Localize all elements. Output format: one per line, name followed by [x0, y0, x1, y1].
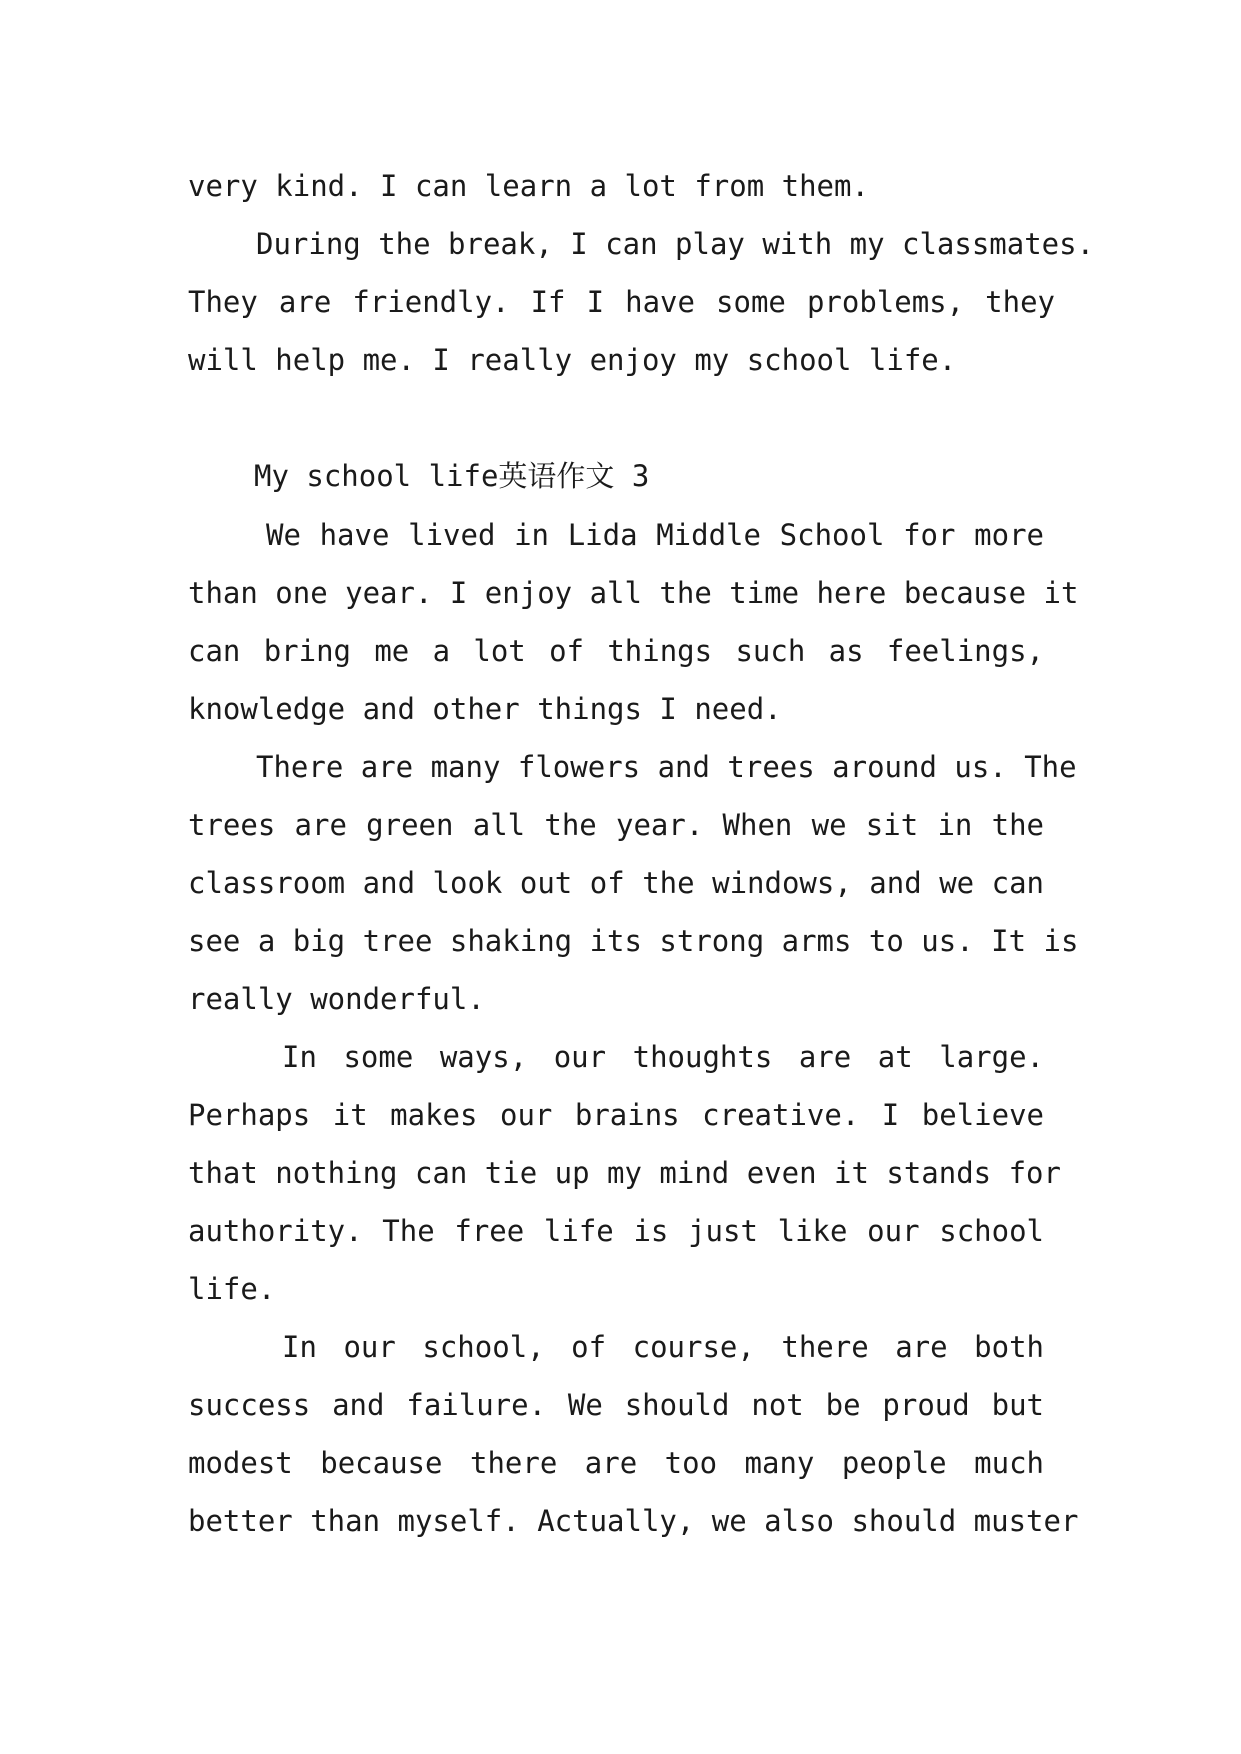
text-line: During the break, I can play with my classmates. — [256, 227, 1095, 261]
text-line: that nothing can tie up my mind even it stands for — [188, 1156, 1061, 1190]
text-line: knowledge and other things I need. — [188, 692, 782, 726]
text-line: There are many flowers and trees around us. The — [256, 750, 1077, 784]
text-line: very kind. I can learn a lot from them. — [188, 169, 869, 203]
text-line: In our school, of course, there are both — [282, 1330, 1044, 1364]
text-line: authority. The free life is just like our school — [188, 1214, 1044, 1248]
text-line: Perhaps it makes our brains creative. I believe — [188, 1098, 1044, 1132]
text-line: modest because there are too many people much — [188, 1446, 1044, 1480]
text-line: really wonderful. — [188, 982, 485, 1016]
text-line: better than myself. Actually, we also should muster — [188, 1504, 1079, 1538]
text-line: We have lived in Lida Middle School for more — [266, 518, 1044, 552]
text-line: see a big tree shaking its strong arms to us. It is — [188, 924, 1079, 958]
text-line: trees are green all the year. When we sit in the — [188, 808, 1044, 842]
text-line: will help me. I really enjoy my school life. — [188, 343, 957, 377]
text-line: They are friendly. If I have some problems, they — [188, 285, 1055, 319]
text-line: can bring me a lot of things such as feelings, — [188, 634, 1044, 668]
section-heading: My school life英语作文 3 — [254, 459, 650, 493]
text-line: than one year. I enjoy all the time here because it — [188, 576, 1079, 610]
text-line: classroom and look out of the windows, and we can — [188, 866, 1044, 900]
text-line: success and failure. We should not be proud but — [188, 1388, 1044, 1422]
text-line: In some ways, our thoughts are at large. — [282, 1040, 1044, 1074]
text-line: life. — [188, 1272, 276, 1306]
